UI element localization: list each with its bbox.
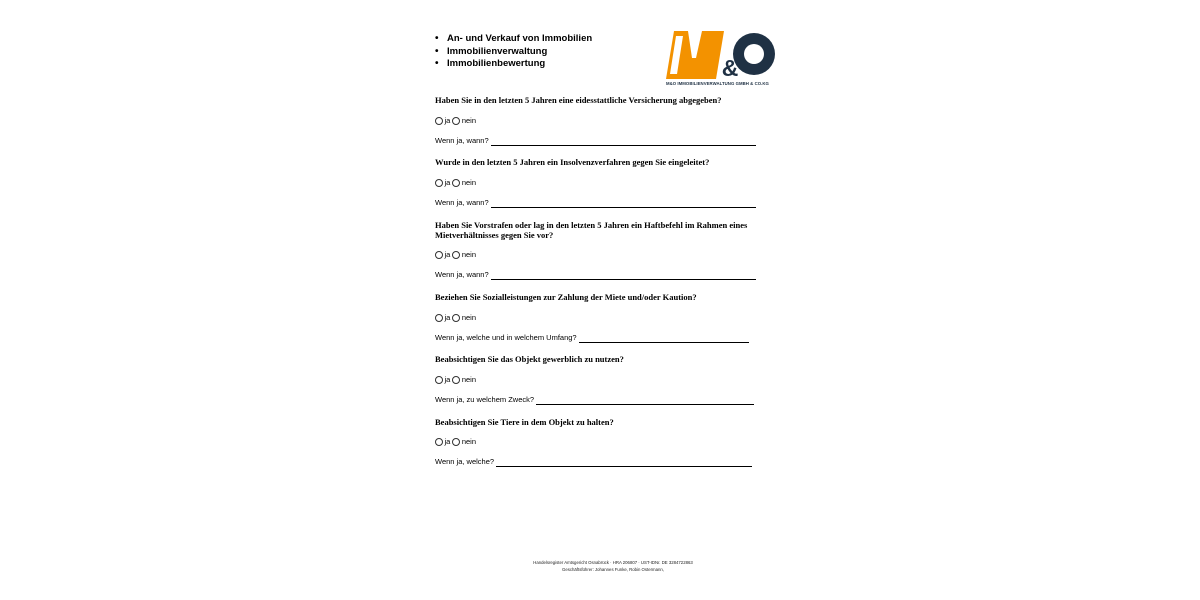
answer-options bbox=[435, 313, 478, 323]
logo-company-name: M&O IMMOBILIENVERWALTUNG GMBH & CO.KG bbox=[666, 81, 769, 86]
followup-answer-field[interactable] bbox=[579, 334, 749, 343]
footer-managers: Geschäftsführer: Johannes Funke, Robin Ostermann, bbox=[562, 566, 664, 572]
radio-yes[interactable] bbox=[435, 251, 443, 259]
followup-answer-field[interactable] bbox=[491, 199, 756, 208]
logo-o-hole bbox=[744, 44, 764, 64]
question-title: Wurde in den letzten 5 Jahren ein Insolvenzverfahren gegen Sie eingeleitet? bbox=[435, 157, 710, 167]
question-block bbox=[435, 157, 765, 207]
question-title: Beabsichtigen Sie Tiere in dem Objekt zu halten? bbox=[435, 417, 614, 427]
radio-no-label: nein bbox=[461, 313, 477, 322]
followup-answer-field[interactable] bbox=[491, 137, 756, 146]
radio-no[interactable] bbox=[452, 251, 460, 259]
followup-line bbox=[435, 198, 756, 208]
followup-line bbox=[435, 136, 756, 146]
radio-no-label: nein bbox=[461, 250, 477, 259]
followup-label: Wenn ja, welche und in welchem Umfang? bbox=[435, 333, 577, 342]
form-page bbox=[430, 0, 790, 600]
radio-yes-label: ja bbox=[444, 313, 451, 322]
question-block bbox=[435, 417, 765, 466]
question-block bbox=[435, 292, 765, 342]
answer-options bbox=[435, 250, 478, 260]
radio-no[interactable] bbox=[452, 117, 460, 125]
radio-no[interactable] bbox=[452, 314, 460, 322]
radio-yes[interactable] bbox=[435, 438, 443, 446]
services-list bbox=[430, 33, 592, 71]
question-title: Haben Sie in den letzten 5 Jahren eine eidesstattliche Versicherung abgegeben? bbox=[435, 95, 722, 105]
question-title: Haben Sie Vorstrafen oder lag in den letzten 5 Jahren ein Haftbefehl im Rahmen eines Mietverhältnisses gegen Sie vor? bbox=[435, 220, 748, 240]
radio-yes[interactable] bbox=[435, 179, 443, 187]
company-logo bbox=[666, 28, 782, 90]
question-title: Beabsichtigen Sie das Objekt gewerblich zu nutzen? bbox=[435, 354, 624, 364]
radio-yes[interactable] bbox=[435, 314, 443, 322]
services-item: • Immobilienverwaltung bbox=[447, 46, 592, 59]
answer-options bbox=[435, 116, 478, 126]
services-item: • An- und Verkauf von Immobilien bbox=[447, 33, 592, 46]
radio-no-label: nein bbox=[461, 178, 477, 187]
radio-yes[interactable] bbox=[435, 376, 443, 384]
radio-yes-label: ja bbox=[444, 375, 451, 384]
followup-label: Wenn ja, welche? bbox=[435, 457, 495, 466]
radio-yes-label: ja bbox=[444, 250, 451, 259]
followup-line bbox=[435, 270, 756, 280]
radio-yes[interactable] bbox=[435, 117, 443, 125]
radio-no-label: nein bbox=[461, 437, 477, 446]
page-footer bbox=[495, 560, 731, 573]
services-item: • Immobilienbewertung bbox=[447, 58, 592, 71]
radio-no[interactable] bbox=[452, 179, 460, 187]
answer-options bbox=[435, 178, 478, 188]
followup-answer-field[interactable] bbox=[496, 458, 752, 467]
radio-no-label: nein bbox=[461, 375, 477, 384]
logo-ampersand: & bbox=[721, 55, 739, 80]
logo-graphic bbox=[666, 28, 782, 80]
question-block bbox=[435, 354, 765, 404]
radio-yes-label: ja bbox=[444, 437, 451, 446]
radio-yes-label: ja bbox=[444, 178, 451, 187]
answer-options bbox=[435, 437, 478, 447]
followup-label: Wenn ja, wann? bbox=[435, 198, 489, 207]
followup-line bbox=[435, 333, 749, 343]
followup-answer-field[interactable] bbox=[536, 396, 754, 405]
answer-options bbox=[435, 375, 478, 385]
followup-line bbox=[435, 457, 752, 467]
question-title: Beziehen Sie Sozialleistungen zur Zahlung der Miete und/oder Kaution? bbox=[435, 292, 697, 302]
footer-registry: Handelsregister Amtsgericht Osnabrück · HRA 206807 · UST-IDNr. DE 3284722863 bbox=[533, 560, 693, 565]
question-block bbox=[435, 95, 765, 145]
radio-no-label: nein bbox=[461, 116, 477, 125]
followup-label: Wenn ja, wann? bbox=[435, 136, 489, 145]
followup-answer-field[interactable] bbox=[491, 271, 756, 280]
followup-label: Wenn ja, wann? bbox=[435, 270, 489, 279]
radio-no[interactable] bbox=[452, 438, 460, 446]
followup-label: Wenn ja, zu welchem Zweck? bbox=[435, 395, 535, 404]
question-block bbox=[435, 220, 765, 279]
radio-no[interactable] bbox=[452, 376, 460, 384]
followup-line bbox=[435, 395, 754, 405]
radio-yes-label: ja bbox=[444, 116, 451, 125]
